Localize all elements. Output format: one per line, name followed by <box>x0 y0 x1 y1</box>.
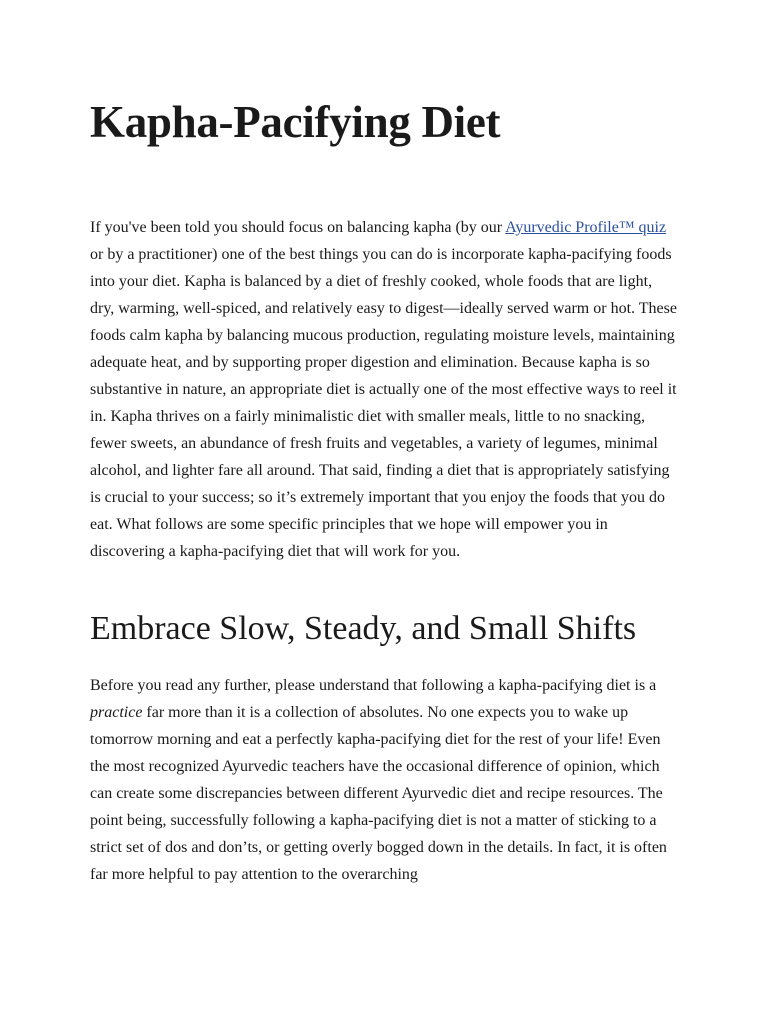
section-heading: Embrace Slow, Steady, and Small Shifts <box>90 610 637 647</box>
page-title: Kapha-Pacifying Diet <box>90 97 501 147</box>
section-paragraph <box>90 672 680 888</box>
intro-text-rest: or by a practitioner) one of the best things you can do is incorporate kapha-pacifying foods into your diet. Kapha is balanced by a diet of freshly cooked, whole foods that are light, dry, warming, well-spiced, and relatively easy to digest—ideally served warm or hot. These foods calm kapha by balancing mucous production, regulating moisture levels, maintaining adequate heat, and by supporting proper digestion and elimination. Because kapha is so substantive in nature, an appropriate diet is actually one of the most effective ways to reel it in. Kapha thrives on a fairly minimalistic diet with smaller meals, little to no snacking, fewer sweets, an abundance of fresh fruits and vegetables, a variety of legumes, minimal alcohol, and lighter fare all around. That said, finding a diet that is appropriately satisfying is crucial to your success; so it’s extremely important that you enjoy the foods that you do eat. What follows are some specific principles that we hope will empower you in discovering a kapha-pacifying diet that will work for you. <box>90 246 677 560</box>
section-text-rest: far more than it is a collection of absolutes. No one expects you to wake up tomorrow morning and eat a perfectly kapha-pacifying diet for the rest of your life! Even the most recognized Ayurvedic teachers have the occasional difference of opinion, which can create some discrepancies between different Ayurvedic diet and recipe resources. The point being, successfully following a kapha-pacifying diet is not a matter of sticking to a strict set of dos and don’ts, or getting overly bogged down in the details. In fact, it is often far more helpful to pay attention to the overarching <box>90 704 667 883</box>
practice-emphasis: practice <box>90 704 143 721</box>
intro-paragraph <box>90 214 680 565</box>
ayurvedic-profile-quiz-link[interactable]: Ayurvedic Profile™ quiz <box>505 219 667 236</box>
section-text-start: Before you read any further, please understand that following a kapha-pacifying diet is a <box>90 677 657 694</box>
intro-text-start: If you've been told you should focus on balancing kapha (by our <box>90 219 506 236</box>
